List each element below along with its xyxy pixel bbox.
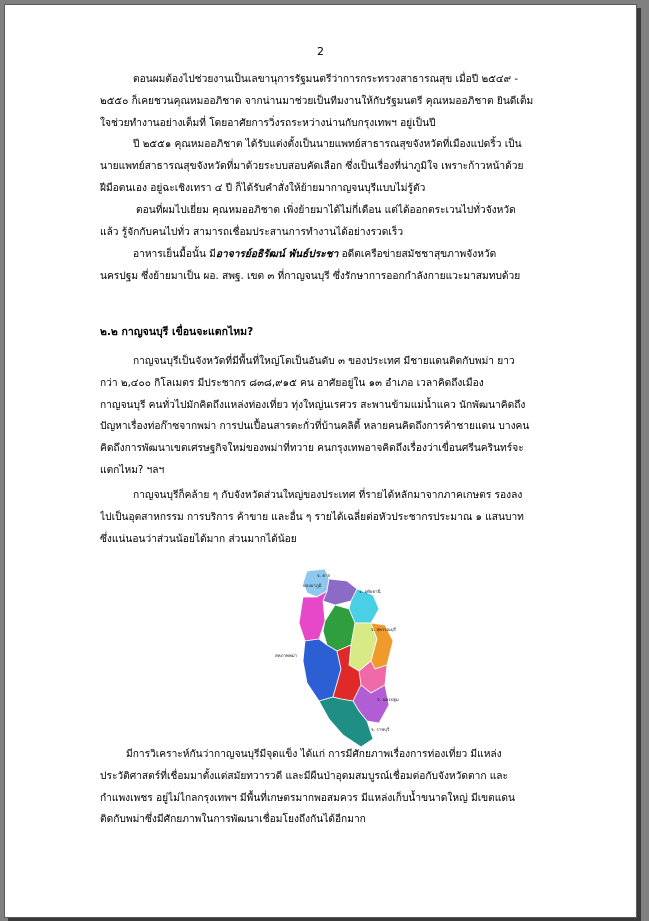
- paragraph-6: [100, 485, 576, 550]
- paragraph-line: [100, 244, 576, 266]
- paragraph-5: [100, 351, 576, 482]
- paragraph-line: กำแพงเพชร อยู่ไม่ไกลกรุงเทพฯ มีพื้นที่เกษตรมากพอสมควร มีแหล่งเก็บน้ำขนาดใหญ่ มีเขตแดน: [100, 792, 515, 804]
- paragraph-line: ฝีมือตนเอง อยู่ฉะเชิงเทรา ๔ ปี ก็ได้รับคำสั่งให้ย้ายมากาญจนบุรีแบบไม่รู้ตัว: [100, 182, 426, 194]
- map-label-province: จ. สุพรรณบุรี: [371, 628, 396, 633]
- paragraph-line: มีการวิเคราะห์กันว่ากาญจนบุรีมีจุดแข็ง ได้แก่ การมีศักยภาพเรื่องการท่องเที่ยว มีแหล่ง: [126, 749, 502, 760]
- map-label-district: ทองผาภูมิ: [303, 584, 322, 589]
- paragraph-line: กาญจนบุรีก็คล้าย ๆ กับจังหวัดส่วนใหญ่ของประเทศ ที่รายได้หลักมาจากภาคเกษตร รองลง: [133, 490, 523, 501]
- paragraph-line: ไปเป็นอุตสาหกรรม การบริการ ค้าขาย และอื่น ๆ รายได้เฉลี่ยต่อหัวประชากรประมาณ ๑ แสนบาท: [100, 511, 524, 523]
- page-number: 2: [317, 45, 324, 58]
- paragraph-line: กว่า ๒,๔๐๐ กิโลเมตร มีประชากร ๘๓๘,๙๑๕ คน อาศัยอยู่ใน ๑๓ อำเภอ เวลาคิดถึงเมือง: [100, 377, 484, 389]
- map-label-country: สหภาพพม่า: [275, 654, 298, 659]
- paragraph-line: ซึ่งแน่นอนว่าส่วนน้อยได้มาก ส่วนมากได้น้อย: [100, 533, 297, 545]
- paragraph-4: [100, 244, 576, 288]
- paragraph-line: ใจช่วยทำงานอย่างเต็มที่ โดยอาศัยการวิ่งรถระหว่างน่านกับกรุงเทพฯ อยู่เป็นปี: [100, 117, 436, 129]
- map-region: [323, 605, 355, 651]
- kanchanaburi-district-map: [273, 565, 407, 755]
- paragraph-line: ติดกับพม่าซึ่งมีศักยภาพในการพัฒนาเชื่อมโยงถึงกันได้อีกมาก: [100, 814, 366, 826]
- map-label-north: จ. ตาก: [317, 574, 331, 579]
- paragraph-1: [100, 69, 576, 134]
- paragraph-line: ประวัติศาสตร์ที่เชื่อมมาตั้งแต่สมัยทวารวดี และมีผืนป่าอุดมสมบูรณ์เชื่อมต่อกับจังหวัดตาก และ: [100, 770, 509, 782]
- paragraph-line: ๒๕๕๐ ก็เคยชวนคุณหมออภิชาต จากน่านมาช่วยเป็นทีมงานให้กับรัฐมนตรี คุณหมออภิชาต ยินดีเต็ม: [100, 95, 534, 107]
- paragraph-line: นายแพทย์สาธารณสุขจังหวัดที่มาด้วยระบบสอบคัดเลือก ซึ่งเป็นเรื่องที่น่าภูมิใจ เพราะก้าวหน้าด้วย: [100, 160, 524, 172]
- paragraph-line: กาญจนบุรี คนทั่วไปมักคิดถึงแหล่งท่องเที่ยว ทุ่งใหญ่นเรศวร สะพานข้ามแม่น้ำแคว นักพัฒนาคิดถึง: [100, 399, 526, 411]
- paragraph-7: [100, 744, 576, 831]
- paragraph-line: ปัญหาเรื่องท่อก๊าซจากพม่า การปนเปื้อนสารตะกั่วที่บ้านคลิตี้ หลายคนคิดถึงการค้าชายแดน บางคน: [100, 421, 530, 433]
- map-region: [299, 591, 327, 641]
- map-label-province: จ. ราชบุรี: [371, 728, 390, 733]
- paragraph-line: กาญจนบุรีเป็นจังหวัดที่มีพื้นที่ใหญ่โตเป็นอันดับ ๓ ของประเทศ มีชายแดนติดกับพม่า ยาว: [133, 356, 515, 367]
- page-shadow-right: [637, 8, 641, 918]
- paragraph-line: แล้ว รู้จักกับคนไปทั่ว สามารถเชื่อมประสานการทำงานได้อย่างรวดเร็ว: [100, 226, 404, 238]
- text-run: อาหารเย็นมื้อนั้น มี: [133, 249, 216, 260]
- section-heading: ๒.๒ กาญจนบุรี เขื่อนจะแตกไหม?: [100, 326, 254, 338]
- map-label-province: จ. นครปฐม: [377, 698, 399, 703]
- map-label-province: จ. อุทัยธานี: [359, 590, 381, 595]
- paragraph-3: [100, 200, 576, 244]
- person-name: อาจารย์อธิรัฒน์ พันธ์ประชา: [215, 249, 339, 260]
- paragraph-line: นครปฐม ซึ่งย้ายมาเป็น ผอ. สพฐ. เขต ๓ ที่กาญจนบุรี ซึ่งรักษาการออกกำลังกายแวะมาสมทบด้วย: [100, 270, 521, 282]
- paragraph-2: [100, 134, 576, 199]
- paragraph-line: ตอนผมต้องไปช่วยงานเป็นเลขานุการรัฐมนตรีว่าการกระทรวงสาธารณสุข เมื่อปี ๒๕๔๙ -: [133, 74, 519, 85]
- text-run: อดีตเครือข่ายสมัชชาสุขภาพจังหวัด: [338, 249, 497, 260]
- paragraph-line: แตกไหม? ฯลฯ: [100, 464, 165, 476]
- paragraph-line: คิดถึงการพัฒนาเขตเศรษฐกิจใหม่ของพม่าที่ทวาย คนกรุงเทพอาจคิดถึงเรื่องว่าเขื่อนศรีนครินทร์จะ: [100, 443, 524, 455]
- document-page: [4, 4, 637, 918]
- paragraph-line: ตอนที่ผมไปเยี่ยม คุณหมออภิชาต เพิ่งย้ายมาได้ไม่กี่เดือน แต่ได้ออกตระเวนไปทั่วจังหวัด: [136, 205, 516, 216]
- paragraph-line: ปี ๒๕๕๑ คุณหมออภิชาต ได้รับแต่งตั้งเป็นนายแพทย์สาธารณสุขจังหวัดที่เมืองแปดริ้ว เป็น: [133, 139, 522, 150]
